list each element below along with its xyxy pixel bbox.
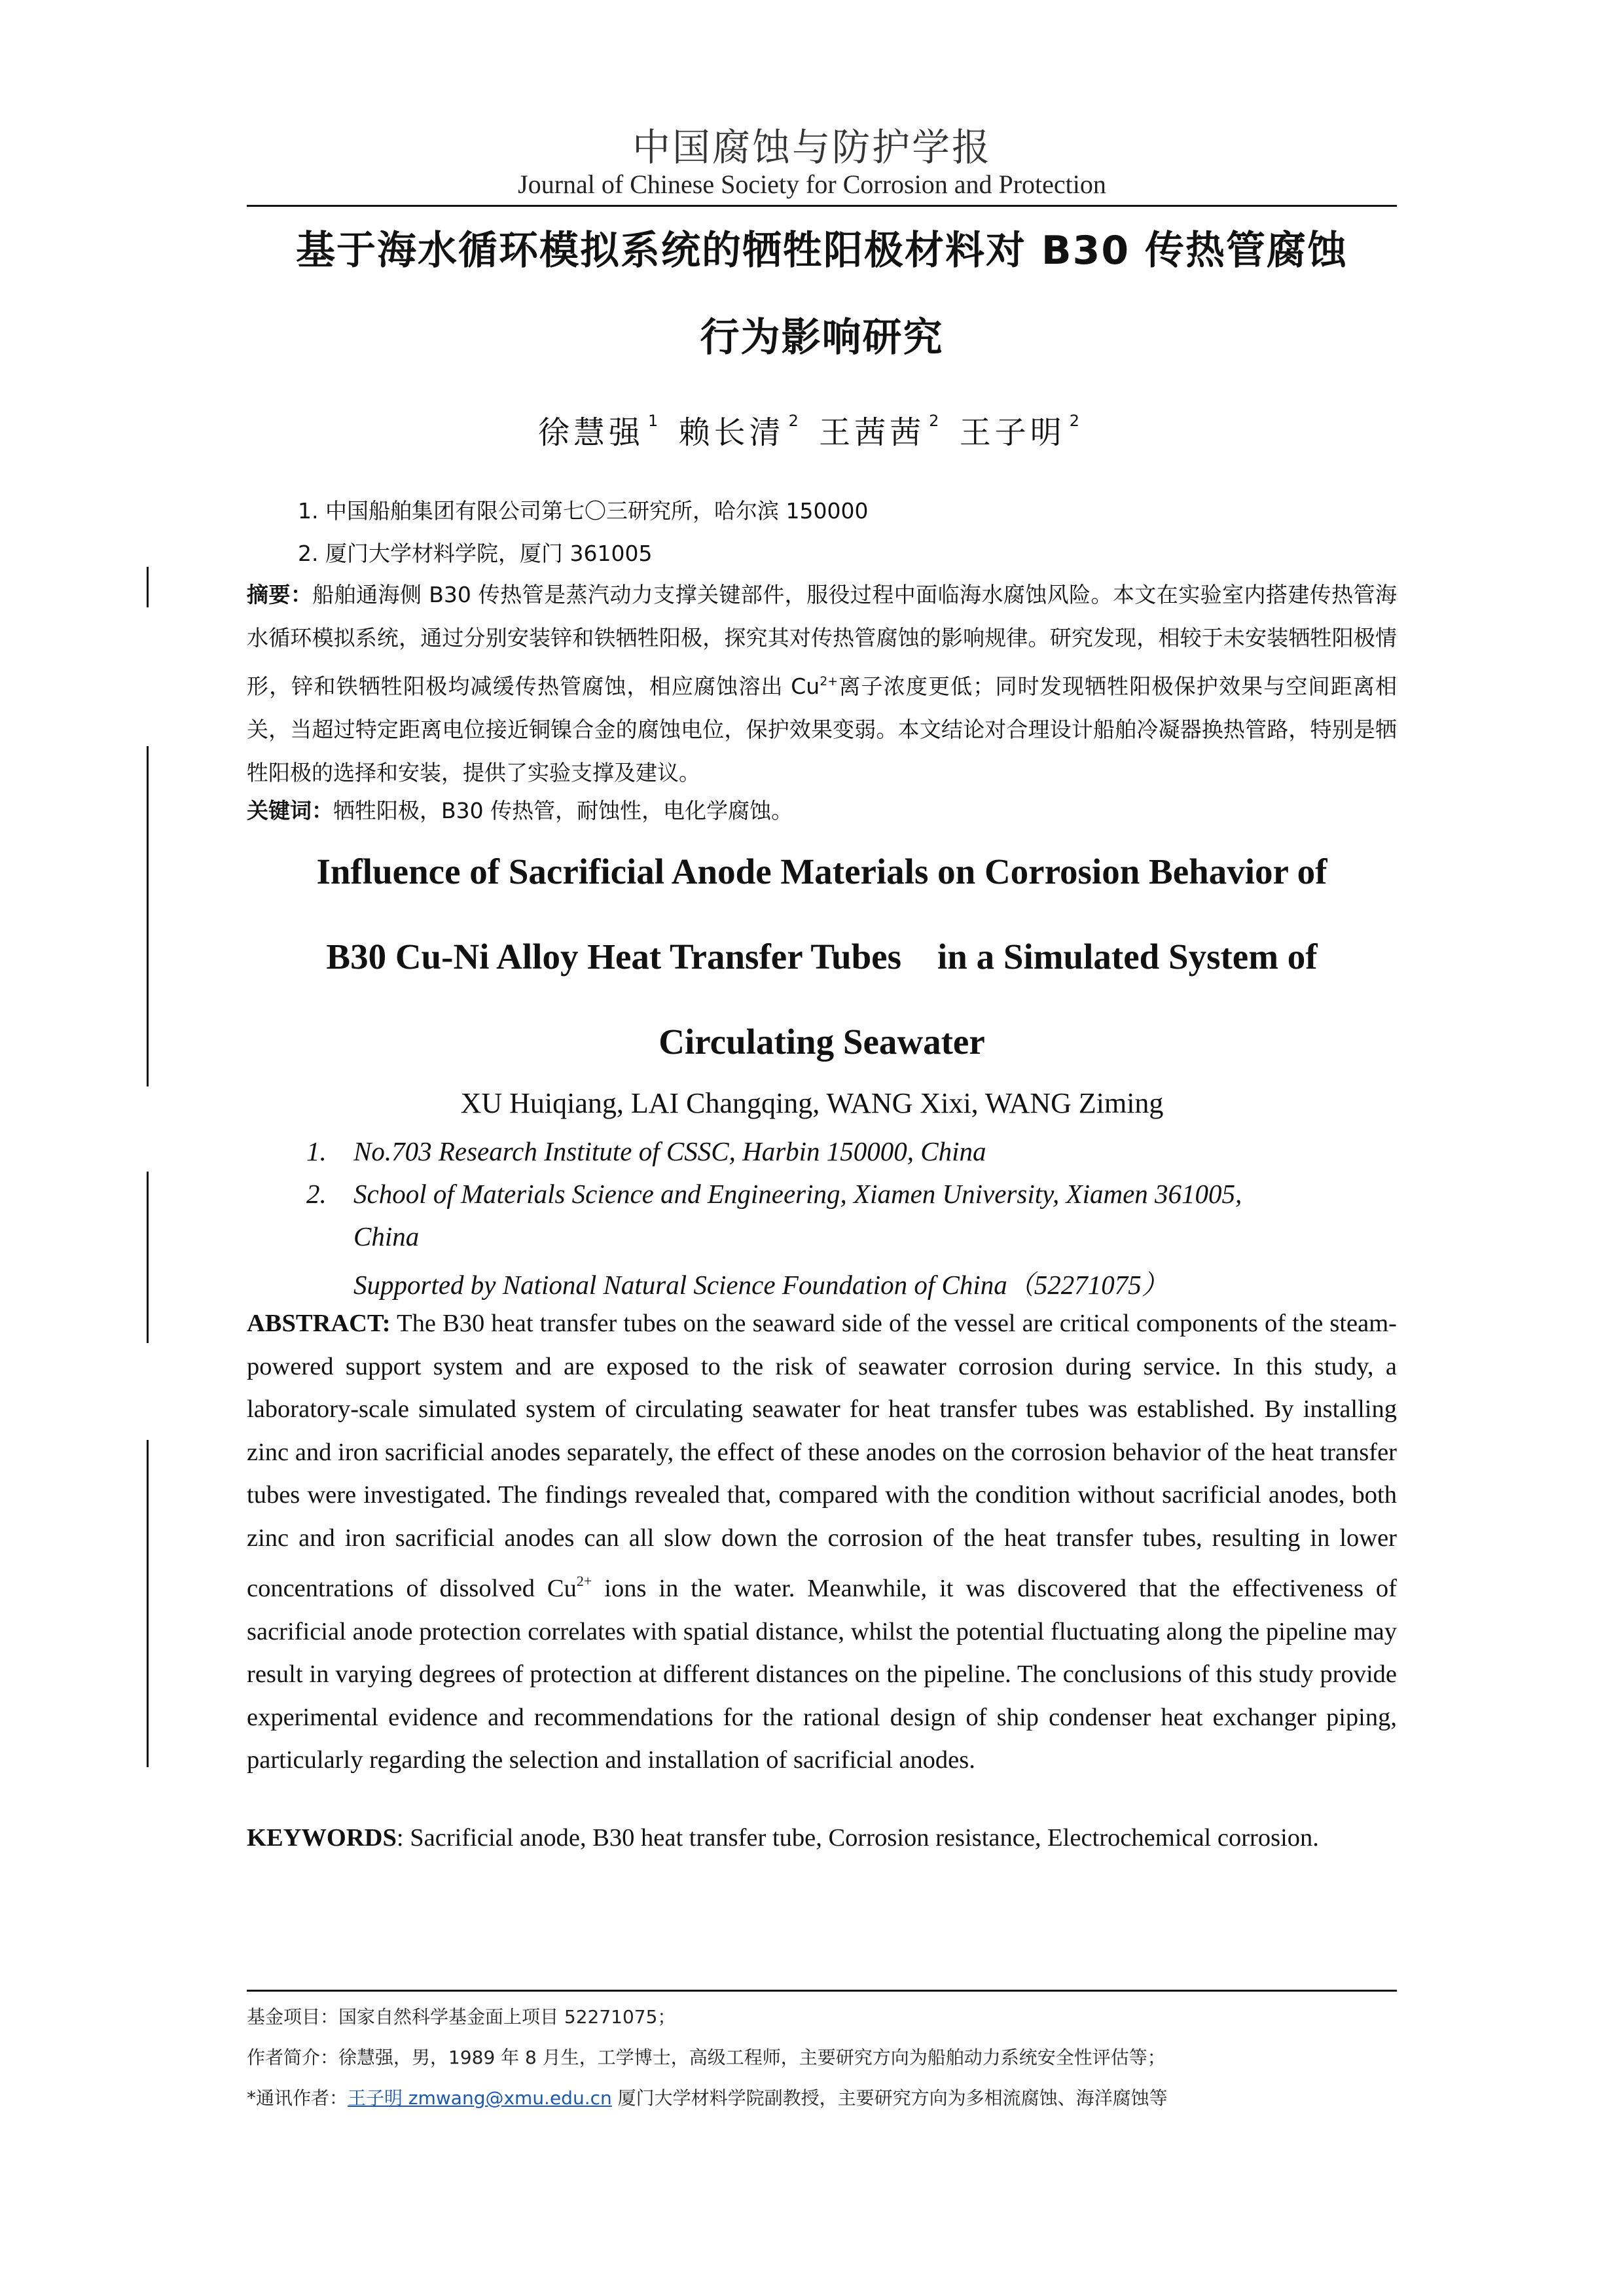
affiliation-en-number: 2.: [306, 1179, 327, 1209]
author-name: 王茜茜: [819, 414, 926, 451]
abstract-en-text: The B30 heat transfer tubes on the seaward side of the vessel are critical components of the steam-powered support system and are exposed to the risk of seawater corrosion during service. In this study, a laboratory-scale simulated system of circulating seawater for heat transfer tubes was established. By installing zinc and iron sacrificial anodes separately, the effect of these anodes on the corrosion behavior of the heat transfer tubes were investigated. The findings revealed that, compared with the condition without sacrificial anodes, both zinc and iron sacrificial anodes can all slow down the corrosion of the heat transfer tubes, resulting in lower concentrations of dissolved Cu: [247, 1310, 1397, 1602]
footnote-corresponding-author: [247, 2084, 1168, 2110]
keywords-cn-label: 关键词：: [247, 798, 333, 823]
abstract-cn-text: 离子浓度更低；同时发现牺牲阳极保护效果与空间距离相关，当超过特定距离电位接近铜镍合金的腐蚀电位，保护效果变弱。本文结论对合理设计船舶冷凝器换热管路，特别是牺牲阳极的选择和安装，提供了实验支撑及建议。: [247, 673, 1398, 785]
affiliation-en-1: No.703 Research Institute of CSSC, Harbin 150000, China: [353, 1136, 986, 1166]
author-affiliation-mark: 2: [929, 412, 939, 430]
footnote-funding: 基金项目：国家自然科学基金面上项目 52271075；: [247, 2006, 676, 2028]
affiliation-en-2: School of Materials Science and Engineering, Xiamen University, Xiamen 361005,: [353, 1179, 1242, 1209]
author-affiliation-mark: 1: [648, 412, 659, 430]
paper-title-cn-line2: 行为影响研究: [700, 315, 944, 361]
affiliation-en-number: 1.: [306, 1136, 327, 1166]
funding-statement-en: Supported by National Natural Science Foundation of China（52271075）: [353, 1270, 1168, 1300]
keywords-cn-text: 牺牲阳极，B30 传热管，耐蚀性，电化学腐蚀。: [333, 798, 793, 823]
keywords-en-label: KEYWORDS: [247, 1824, 397, 1852]
paper-title-en-line1: Influence of Sacrificial Anode Materials on Corrosion Behavior of: [316, 852, 1327, 891]
abstract-cn-label: 摘要：: [247, 582, 313, 607]
author-affiliation-mark: 2: [1069, 412, 1079, 430]
author-name: 王子明: [959, 414, 1066, 451]
author-name: 赖长清: [678, 414, 785, 451]
superscript: 2+: [576, 1573, 592, 1589]
footnote-author-intro: 作者简介：徐慧强，男，1989 年 8 月生，工学博士，高级工程师，主要研究方向为船舶动力系统安全性评估等；: [247, 2047, 1166, 2068]
keywords-en-text: : Sacrificial anode, B30 heat transfer tube, Corrosion resistance, Electrochemical corrosion.: [396, 1824, 1319, 1852]
author-affiliation-mark: 2: [788, 412, 799, 430]
abstract-cn-text: 船舶通海侧 B30 传热管是蒸汽动力支撑关键部件，服役过程中面临海水腐蚀风险。本文在实验室内搭建传热管海水循环模拟系统，通过分别安装锌和铁牺牲阳极，探究其对传热管腐蚀的影响规律。研究发现，相较于未安装牺牲阳极情形，锌和铁牺牲阳极均减缓传热管腐蚀，相应腐蚀溶出 Cu: [247, 582, 1397, 699]
paper-title-cn-line1: 基于海水循环模拟系统的牺牲阳极材料对 B30 传热管腐蚀: [295, 228, 1348, 274]
authors-cn: [0, 407, 1624, 452]
journal-title-en: Journal of Chinese Society for Corrosion and Protection: [518, 170, 1106, 199]
header-divider: [247, 205, 1397, 207]
keywords-en: [247, 1817, 1397, 1860]
author-name: 徐慧强: [538, 414, 645, 451]
affiliation-cn-2: 2. 厦门大学材料学院，厦门 361005: [298, 541, 653, 566]
margin-change-bar: [147, 1172, 149, 1343]
authors-en: XU Huiqiang, LAI Changqing, WANG Xixi, WANG Ziming: [460, 1087, 1164, 1119]
margin-change-bar: [147, 567, 149, 607]
affiliation-cn-1: 1. 中国船舶集团有限公司第七〇三研究所，哈尔滨 150000: [298, 498, 869, 524]
footnote-divider: [247, 1990, 1397, 1992]
paper-title-en-line3: Circulating Seawater: [659, 1022, 985, 1062]
footnote-corr-prefix: *通讯作者：: [247, 2087, 348, 2109]
paper-title-en-line2: B30 Cu-Ni Alloy Heat Transfer Tubes in a Simulated System of: [326, 937, 1318, 977]
keywords-cn: [247, 789, 1397, 833]
footnote-corr-suffix: 厦门大学材料学院副教授，主要研究方向为多相流腐蚀、海洋腐蚀等: [611, 2087, 1168, 2109]
abstract-en-label: ABSTRACT:: [247, 1310, 391, 1337]
abstract-en: [247, 1302, 1397, 1782]
margin-change-bar: [147, 746, 149, 1086]
abstract-cn: [247, 573, 1397, 795]
superscript: 2+: [820, 674, 839, 689]
journal-title-cn: 中国腐蚀与防护学报: [632, 125, 992, 170]
corresponding-author-email-link[interactable]: 王子明 zmwang@xmu.edu.cn: [348, 2087, 612, 2109]
abstract-en-text: ions in the water. Meanwhile, it was discovered that the effectiveness of sacrificial anode protection correlates with spatial distance, whilst the potential fluctuating along the pipeline may result in varying degrees of protection at different distances on the pipeline. The conclusions of this study provide experimental evidence and recommendations for the rational design of ship condenser heat exchanger piping, particularly regarding the selection and installation of sacrificial anodes.: [247, 1575, 1397, 1774]
affiliation-en-2-continued: China: [353, 1221, 420, 1251]
margin-change-bar: [147, 1440, 149, 1767]
